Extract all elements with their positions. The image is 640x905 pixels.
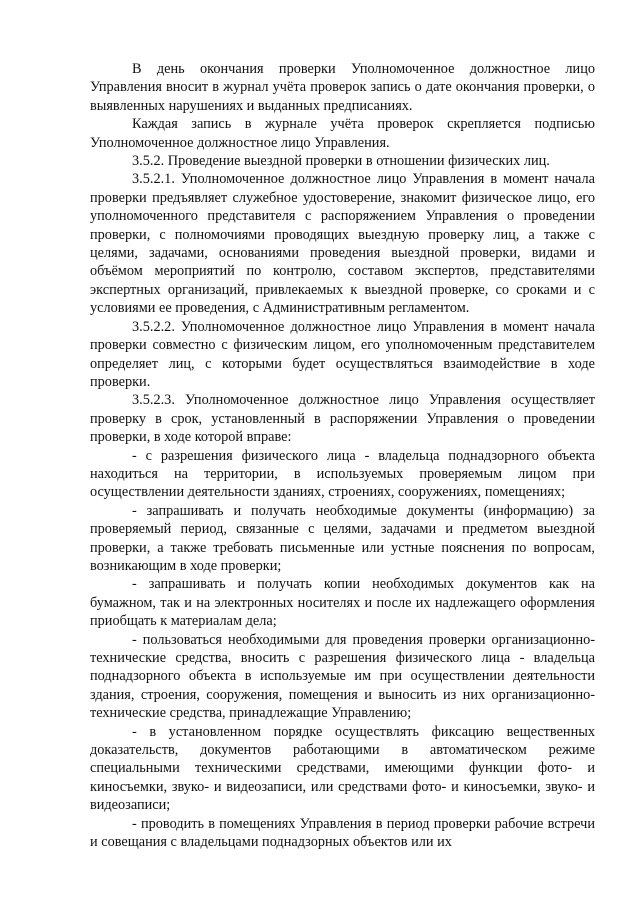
paragraph-journal-entry: В день окончания проверки Уполномоченное должностное лицо Управления вносит в журнал учёта проверок запись о дате окончания проверки, о выявленных нарушениях и выданных предписаниях. (90, 61, 595, 114)
list-item-evidence-recording: - в установленном порядке осуществлять фиксацию вещественных доказательств, документов работающими в автоматическом режиме специальными техническими средствами, имеющими функции фото- и киносъемки, звуко- и видеозаписи, или средствами фото- и киносъемки, звуко- и видеозаписи; (90, 723, 595, 814)
list-item-access-territory: - с разрешения физического лица - владельца поднадзорного объекта находиться на территории, в используемых проверяемым лицом при осуществлении деятельности зданиях, строениях, сооружениях, помещениях; (90, 447, 595, 501)
paragraph-3-5-2-1: 3.5.2.1. Уполномоченное должностное лицо Управления в момент начала проверки предъявляет служебное удостоверение, знакомит физическое лицо, его уполномоченного представителя с распоряжением Управления о проведении проверки, с полномочиями проводящих выездную проверку лиц, а также с целями, задачами, основаниями проведения выездной проверки, видами и объёмом мероприятий по контролю, составом экспертов, представителями экспертных организаций, привлекаемых к выездной проверке, со сроками и с условиями ее проведения, с Административным регламентом. (90, 171, 595, 317)
list-item-meetings: - проводить в помещениях Управления в период проверки рабочие встречи и совещания с владельцами поднадзорных объектов или их (90, 815, 595, 851)
paragraph-signature: Каждая запись в журнале учёта проверок скрепляется подписью Уполномоченное должностное лицо Управления. (90, 116, 595, 151)
paragraph-3-5-2-3: 3.5.2.3. Уполномоченное должностное лицо Управления осуществляет проверку в срок, установленный в распоряжении Управления о проведении проверки, в ходе которой вправе: (90, 392, 595, 446)
document-page (90, 60, 595, 851)
list-item-technical-means: - пользоваться необходимыми для проведения проверки организационно-технические средства, вносить с разрешения физического лица - владельца поднадзорного объекта в используемые им при осуществлении деятельности здания, строения, сооружения, помещения и выносить из них организационно-технические средства, принадлежащие Управлению; (90, 631, 595, 722)
list-item-request-copies: - запрашивать и получать копии необходимых документов как на бумажном, так и на электронных носителях и после их надлежащего оформления приобщать к материалам дела; (90, 576, 595, 630)
list-item-request-documents: - запрашивать и получать необходимые документы (информацию) за проверяемый период, связанные с целями, задачами и предметом выездной проверки, а также требовать письменные или устные пояснения по вопросам, возникающим в ходе проверки; (90, 502, 595, 574)
section-heading-3-5-2: 3.5.2. Проведение выездной проверки в отношении физических лиц. (132, 153, 550, 170)
paragraph-3-5-2-2: 3.5.2.2. Уполномоченное должностное лицо Управления в момент начала проверки совместно с физическим лицом, его уполномоченным представителем определяет лиц, с которыми будет осуществляться взаимодействие в ходе проверки. (90, 318, 595, 390)
